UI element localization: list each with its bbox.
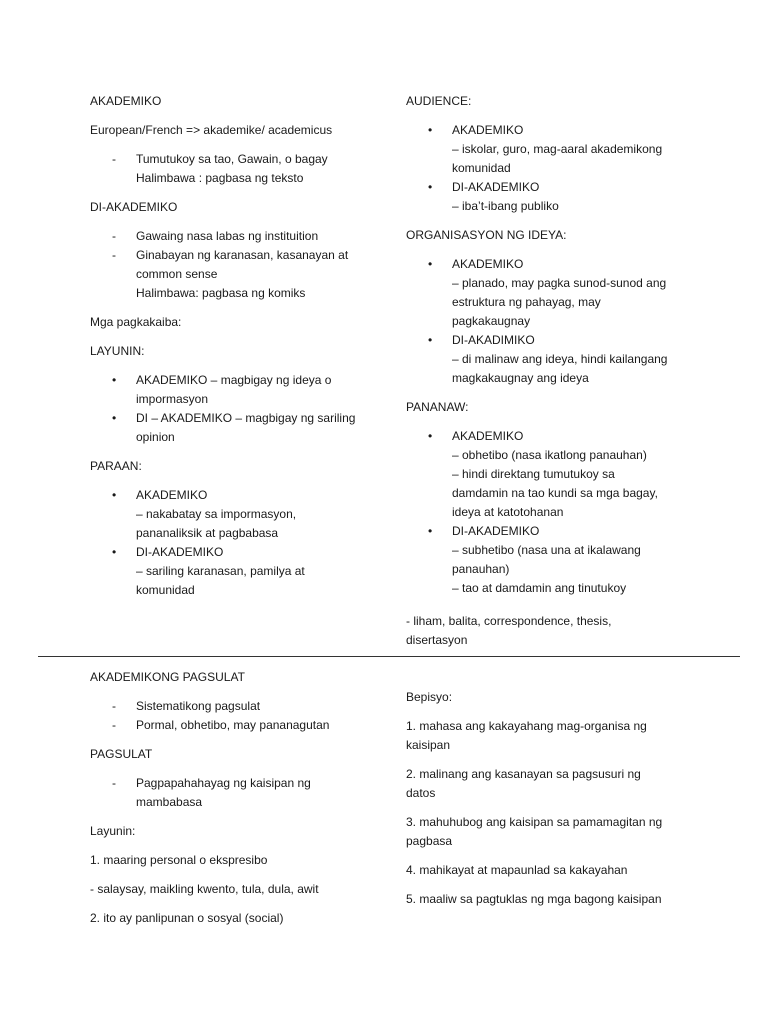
bullet-marker: • — [112, 373, 117, 387]
akademikong-pagsulat-heading: AKADEMIKONG PAGSULAT — [90, 670, 245, 684]
list-item: • AKADEMIKO – planado, may pagka sunod-sunod ang estruktura ng pahayag, may pagkakaugnay — [428, 257, 667, 328]
layunin-item-2: 2. ito ay panlipunan o sosyal (social) — [90, 911, 284, 925]
list-item: - Tumutukoy sa tao, Gawain, o bagay Halimbawa : pagbasa ng teksto — [112, 152, 328, 185]
heading-di-akademiko: DI-AKADEMIKO — [90, 200, 178, 214]
dash-marker: - — [112, 718, 116, 732]
bullet-marker: • — [428, 429, 433, 443]
top-right-column — [406, 92, 706, 660]
list-item: • AKADEMIKO – magbigay ng ideya o impormasyon — [112, 373, 332, 406]
origin-text: European/French => akademike/ academicus — [90, 123, 333, 137]
dash-marker: - — [112, 152, 116, 166]
bullet-marker: • — [428, 333, 433, 347]
organisasyon-list — [406, 255, 706, 388]
benefits-heading: Bepisyo: — [406, 690, 453, 704]
bottom-left-column — [90, 668, 390, 938]
examples-text: - liham, balita, correspondence, thesis, disertasyon — [406, 614, 612, 647]
di-akademiko-list — [90, 227, 390, 303]
layunin-list — [90, 371, 390, 447]
pananaw-heading: PANANAW: — [406, 400, 469, 414]
layunin-heading: LAYUNIN: — [90, 344, 145, 358]
bullet-marker: • — [428, 524, 433, 538]
benefit-item-4: 4. mahikayat at mapaunlad sa kakayahan — [406, 863, 628, 877]
list-item: • DI – AKADEMIKO – magbigay ng sariling opinion — [112, 411, 356, 444]
bullet-marker: • — [112, 411, 117, 425]
bullet-marker: • — [112, 545, 117, 559]
benefit-item-2: 2. malinang ang kasanayan sa pagsusuri ng datos — [406, 767, 641, 800]
bullet-marker: • — [428, 180, 433, 194]
layunin-item-1: 1. maaring personal o ekspresibo — [90, 853, 268, 867]
pagsulat-list — [90, 774, 390, 812]
layunin-heading-bottom: Layunin: — [90, 824, 136, 838]
list-item: • DI-AKADIMIKO – di malinaw ang ideya, hindi kailangang magkakaugnay ang ideya — [428, 333, 668, 385]
benefit-item-1: 1. mahasa ang kakayahang mag-organisa ng kaisipan — [406, 719, 647, 752]
organisasyon-heading: ORGANISASYON NG IDEYA: — [406, 228, 567, 242]
pananaw-list — [406, 427, 706, 598]
list-item: - Pormal, obhetibo, may pananagutan — [90, 716, 390, 735]
pagsulat-traits-list — [90, 697, 390, 735]
dash-marker: - — [112, 699, 116, 713]
bullet-marker: • — [428, 257, 433, 271]
dash-marker: - — [112, 776, 116, 790]
section-divider — [38, 656, 740, 657]
paraan-heading: PARAAN: — [90, 459, 142, 473]
list-item: • AKADEMIKO – obhetibo (nasa ikatlong panauhan) – hindi direktang tumutukoy sa damdamin na tao kundi sa mga bagay, ideya at katotohanan — [428, 429, 658, 519]
definition-list — [90, 150, 390, 188]
paraan-list — [90, 486, 390, 600]
list-item: - Ginabayan ng karanasan, kasanayan at common sense Halimbawa: pagbasa ng komiks — [112, 248, 349, 300]
list-item: - Gawaing nasa labas ng instituition — [90, 227, 390, 246]
pagsulat-heading: PAGSULAT — [90, 747, 153, 761]
dash-marker: - — [112, 229, 116, 243]
list-item: • AKADEMIKO – iskolar, guro, mag-aaral akademikong komunidad — [428, 123, 663, 175]
heading-akademiko: AKADEMIKO — [90, 94, 162, 108]
bullet-marker: • — [428, 123, 433, 137]
list-item: • DI-AKADEMIKO – iba’t-ibang publiko — [428, 180, 559, 213]
list-item: • DI-AKADEMIKO – sariling karanasan, pamilya at komunidad — [112, 545, 305, 597]
bullet-marker: • — [112, 488, 117, 502]
list-item: - Pagpapahahayag ng kaisipan ng mambabasa — [112, 776, 311, 809]
audience-heading: AUDIENCE: — [406, 94, 472, 108]
layunin-item-1-examples: - salaysay, maikling kwento, tula, dula, awit — [90, 882, 319, 896]
audience-list — [406, 121, 706, 216]
list-item: • DI-AKADEMIKO – subhetibo (nasa una at ikalawang panauhan) – tao at damdamin ang tinutukoy — [428, 524, 641, 595]
list-item: - Sistematikong pagsulat — [90, 697, 390, 716]
differences-heading: Mga pagkakaiba: — [90, 315, 182, 329]
top-left-column — [90, 92, 390, 610]
bottom-right-column — [406, 688, 706, 919]
dash-marker: - — [112, 248, 116, 262]
benefit-item-5: 5. maaliw sa pagtuklas ng mga bagong kaisipan — [406, 892, 662, 906]
benefit-item-3: 3. mahuhubog ang kaisipan sa pamamagitan ng pagbasa — [406, 815, 663, 848]
list-item: • AKADEMIKO – nakabatay sa impormasyon, pananaliksik at pagbabasa — [112, 488, 297, 540]
